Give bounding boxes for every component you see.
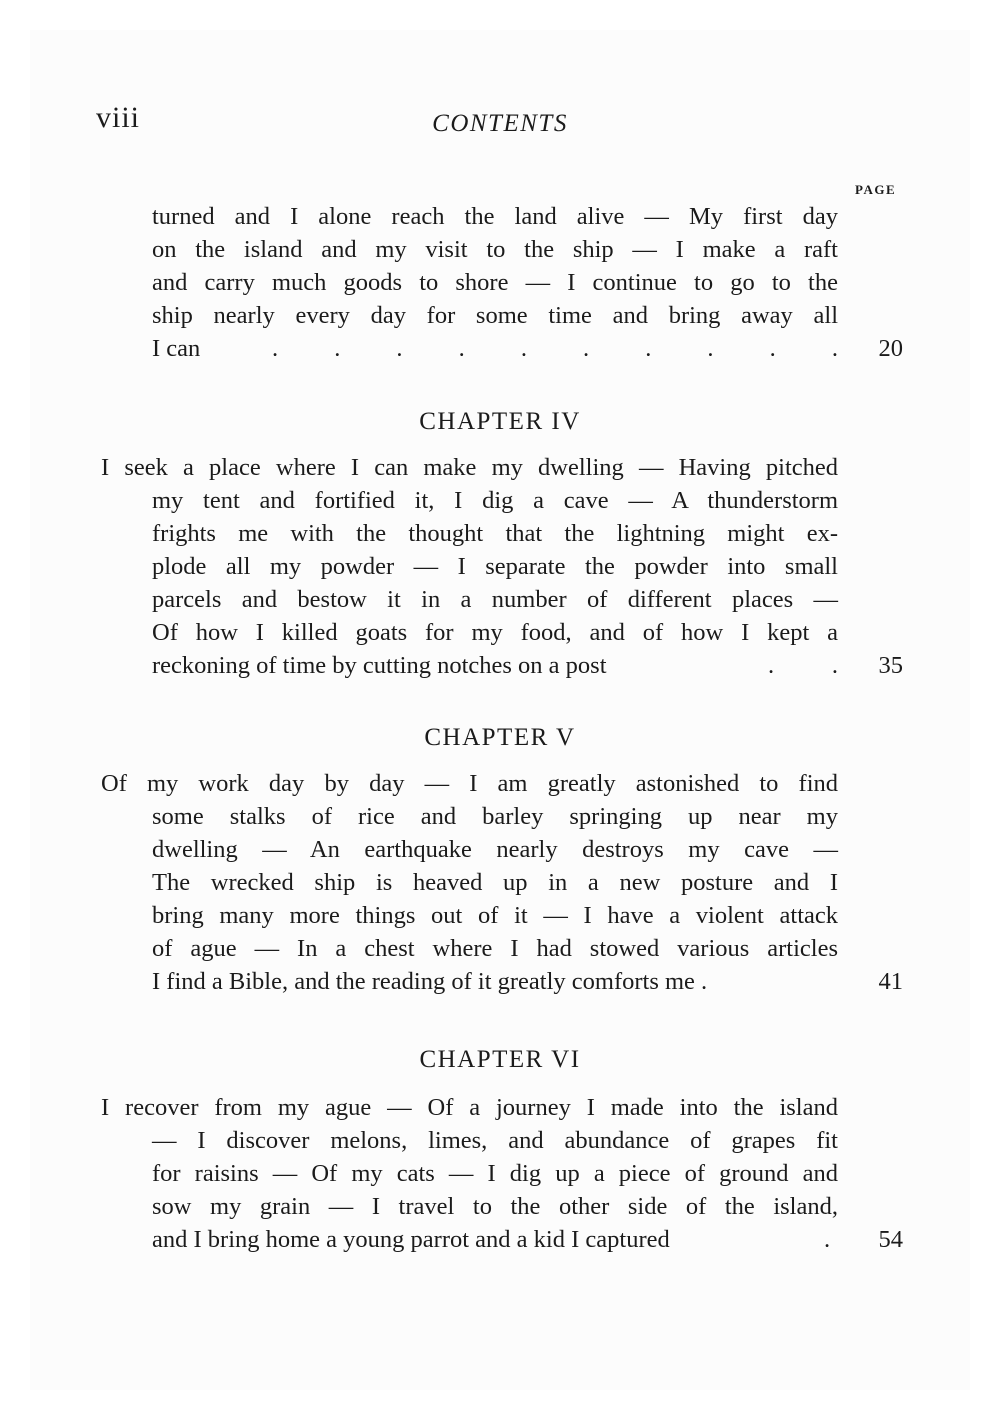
entry-line: Of my work day by day — I am greatly astonished to find	[101, 770, 838, 797]
chapter-heading: CHAPTER VI	[419, 1046, 581, 1073]
leader-dot: .	[272, 335, 279, 362]
leader-dot: .	[831, 335, 838, 362]
entry-page-number: 54	[878, 1226, 903, 1253]
dot-leader	[768, 652, 838, 680]
entry-page-number: 41	[878, 968, 903, 995]
leader-dot: .	[768, 652, 775, 679]
entry-line: The wrecked ship is heaved up in a new posture and I	[152, 869, 838, 896]
entry-line: sow my grain — I travel to the other side of the island,	[152, 1193, 838, 1220]
entry-line: I can	[152, 335, 201, 362]
running-head: CONTENTS	[432, 110, 568, 137]
entry-line: my tent and fortified it, I dig a cave — A thunderstorm	[152, 487, 838, 514]
entry-line: turned and I alone reach the land alive — My first day	[152, 203, 838, 230]
leader-dot: .	[769, 335, 776, 362]
chapter-heading: CHAPTER V	[424, 724, 576, 751]
dot-leader	[824, 1226, 838, 1254]
page-column-label: PAGE	[855, 182, 897, 197]
leader-dot: .	[458, 335, 465, 362]
entry-line: bring many more things out of it — I have a violent attack	[152, 902, 838, 929]
entry-line: I find a Bible, and the reading of it greatly comforts me .	[152, 968, 708, 995]
leader-dot: .	[520, 335, 527, 362]
entry-page-number: 20	[878, 335, 903, 362]
entry-line: reckoning of time by cutting notches on a post	[152, 652, 607, 679]
dot-leader	[272, 335, 838, 363]
leader-dot: .	[831, 652, 838, 679]
entry-line: dwelling — An earthquake nearly destroys my cave —	[152, 836, 838, 863]
entry-line: frights me with the thought that the lightning might ex-	[152, 520, 838, 547]
entry-page-number: 35	[878, 652, 903, 679]
entry-line: I seek a place where I can make my dwelling — Having pitched	[101, 454, 838, 481]
entry-line: some stalks of rice and barley springing up near my	[152, 803, 838, 830]
entry-line: I recover from my ague — Of a journey I made into the island	[101, 1094, 838, 1121]
leader-dot: .	[824, 1226, 831, 1253]
entry-line: plode all my powder — I separate the powder into small	[152, 553, 838, 580]
folio-page-number: viii	[96, 101, 141, 134]
entry-line: Of how I killed goats for my food, and of how I kept a	[152, 619, 838, 646]
entry-line: parcels and bestow it in a number of different places —	[152, 586, 838, 613]
entry-line: and I bring home a young parrot and a kid I captured	[152, 1226, 670, 1253]
entry-line: and carry much goods to shore — I continue to go to the	[152, 269, 838, 296]
entry-line: — I discover melons, limes, and abundance of grapes fit	[152, 1127, 838, 1154]
entry-line: on the island and my visit to the ship — I make a raft	[152, 236, 838, 263]
leader-dot: .	[645, 335, 652, 362]
leader-dot: .	[583, 335, 590, 362]
entry-line: for raisins — Of my cats — I dig up a piece of ground and	[152, 1160, 838, 1187]
leader-dot: .	[707, 335, 714, 362]
chapter-heading: CHAPTER IV	[419, 408, 581, 435]
leader-dot: .	[396, 335, 403, 362]
leader-dot: .	[334, 335, 341, 362]
entry-line: of ague — In a chest where I had stowed various articles	[152, 935, 838, 962]
entry-line: ship nearly every day for some time and bring away all	[152, 302, 838, 329]
